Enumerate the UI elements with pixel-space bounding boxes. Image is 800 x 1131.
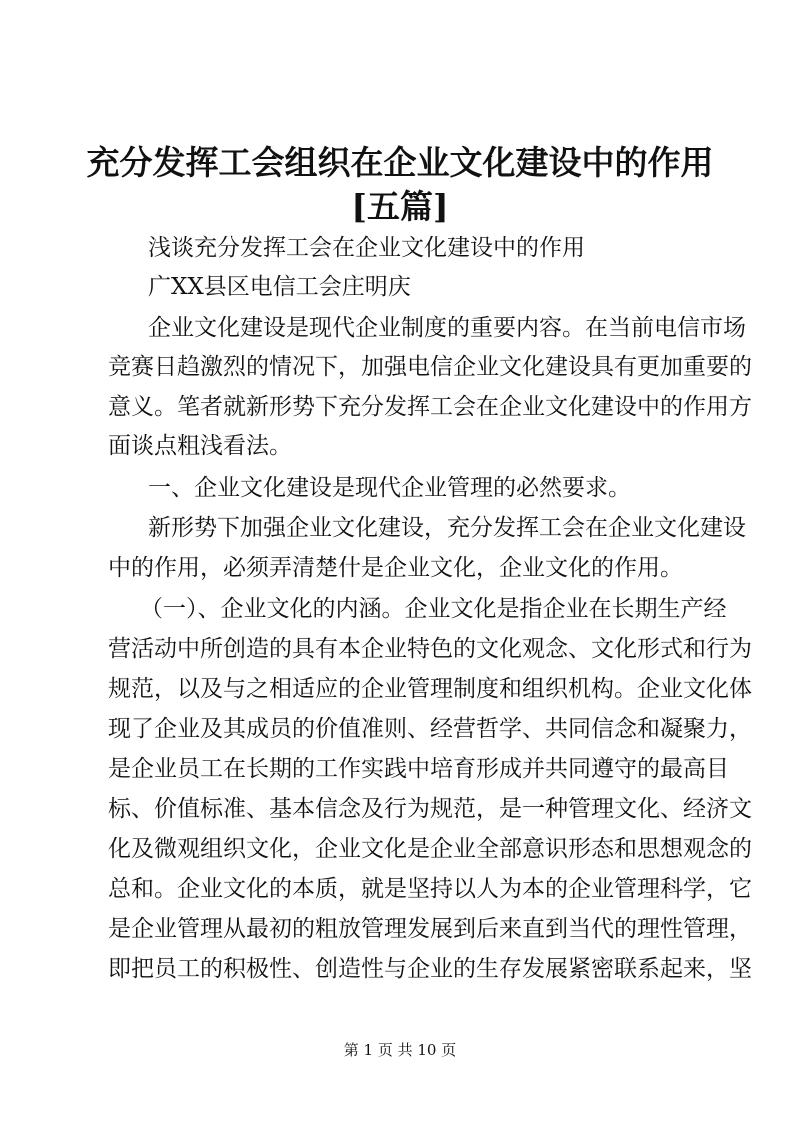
paragraph-line: 标、价值标准、基本信念及行为规范，是一种管理文化、经济文	[108, 796, 752, 822]
page-number: 第 1 页 共 10 页	[343, 1041, 457, 1059]
paragraph-line: 规范，以及与之相适应的企业管理制度和组织机构。企业文化体	[108, 676, 752, 702]
paragraph-line: 总和。企业文化的本质，就是坚持以人为本的企业管理科学，它	[108, 876, 752, 902]
section-heading: 一、企业文化建设是现代企业管理的必然要求。	[148, 475, 631, 501]
paragraph-line: （一）、企业文化的内涵。企业文化是指企业在长期生产经	[140, 596, 727, 622]
paragraph-line: 是企业管理从最初的粗放管理发展到后来直到当代的理性管理，	[108, 916, 752, 942]
paragraph-line: 是企业员工在长期的工作实践中培育形成并共同遵守的最高目	[108, 756, 729, 782]
paragraph-line: 新形势下加强企业文化建设，充分发挥工会在企业文化建设	[148, 515, 746, 541]
document-title: 充分发挥工会组织在企业文化建设中的作用	[86, 143, 714, 182]
subtitle-line: 浅谈充分发挥工会在企业文化建设中的作用	[148, 235, 585, 261]
paragraph-line: 中的作用，必须弄清楚什是企业文化，企业文化的作用。	[108, 555, 683, 581]
paragraph-line: 营活动中所创造的具有本企业特色的文化观念、文化形式和行为	[108, 636, 752, 662]
paragraph-line: 意义。笔者就新形势下充分发挥工会在企业文化建设中的作用方	[108, 394, 752, 420]
paragraph-line: 竞赛日趋激烈的情况下，加强电信企业文化建设具有更加重要的	[108, 354, 752, 380]
author-line: 广XX县区电信工会庄明庆	[148, 274, 411, 300]
paragraph-line: 面谈点粗浅看法。	[108, 433, 292, 459]
paragraph-line: 化及微观组织文化，企业文化是企业全部意识形态和思想观念的	[108, 836, 752, 862]
document-title-suffix: [五篇]	[351, 187, 449, 226]
paragraph-line: 即把员工的积极性、创造性与企业的生存发展紧密联系起来，坚	[108, 956, 752, 982]
paragraph-line: 现了企业及其成员的价值准则、经营哲学、共同信念和凝聚力，	[108, 716, 752, 742]
paragraph-line: 企业文化建设是现代企业制度的重要内容。在当前电信市场	[148, 315, 746, 341]
